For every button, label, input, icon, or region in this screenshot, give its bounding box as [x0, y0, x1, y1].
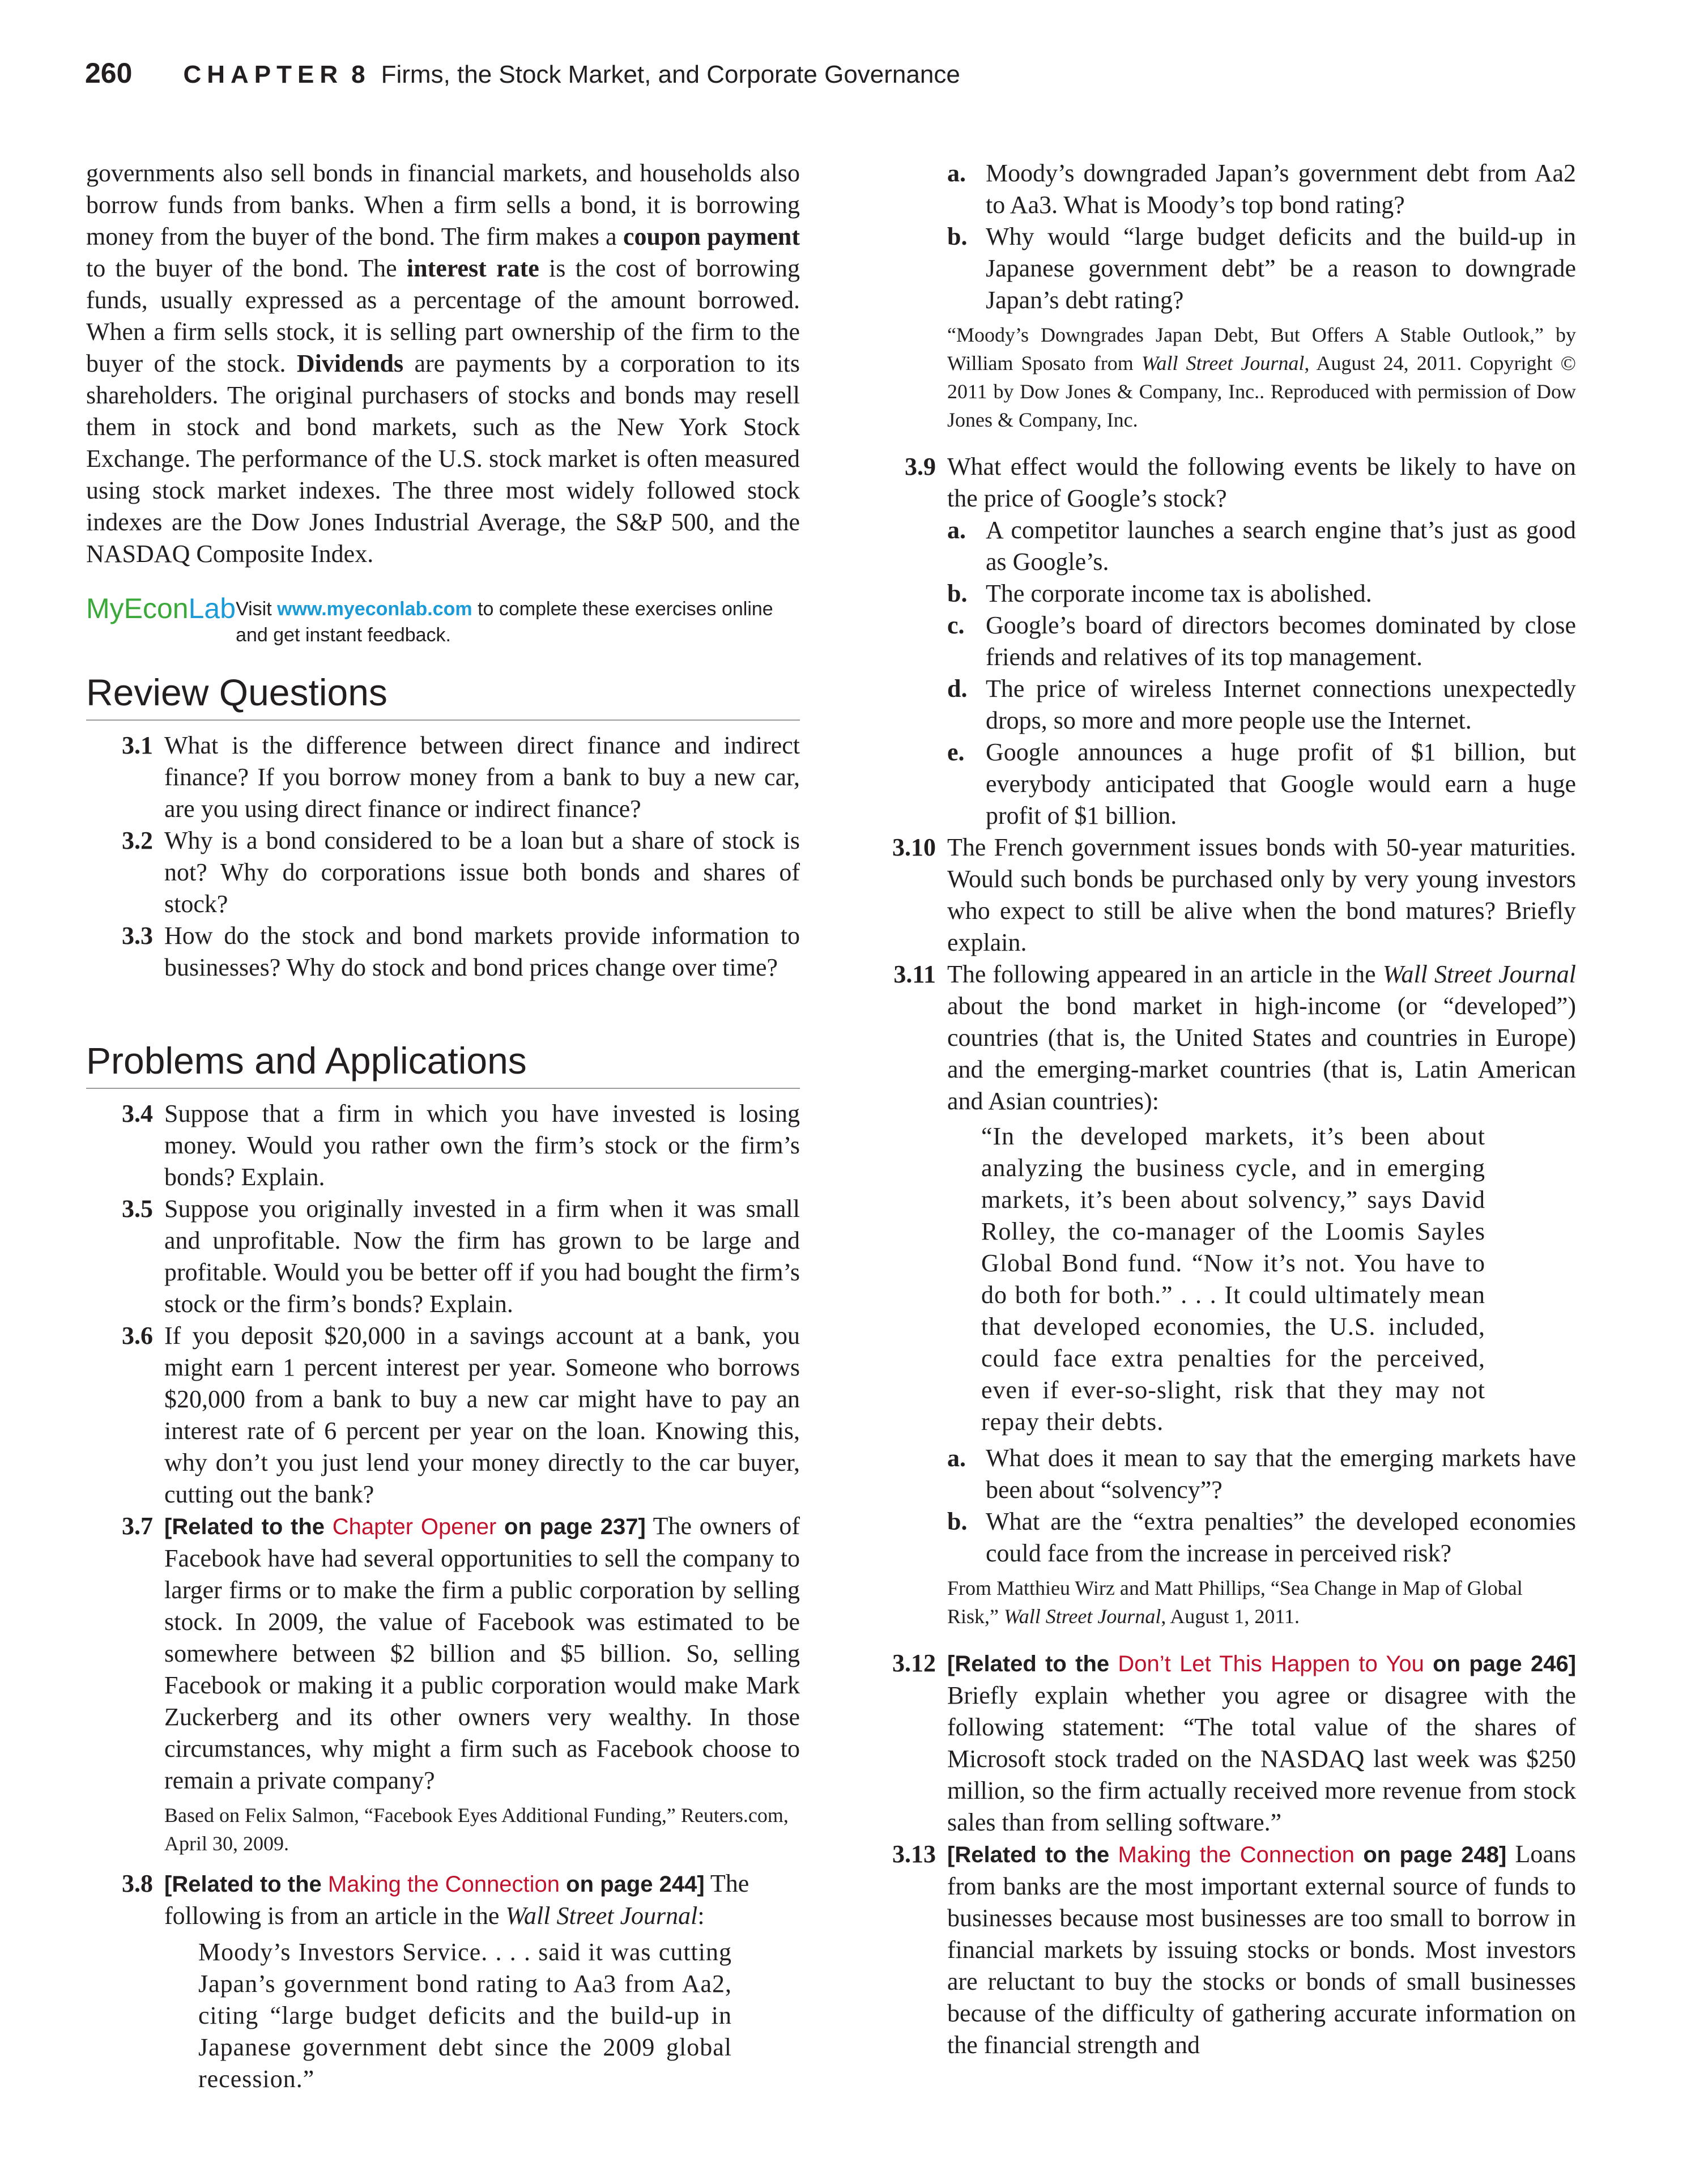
chapter-title: Firms, the Stock Market, and Corporate Governance [381, 61, 960, 88]
chapter-label: CHAPTER [183, 61, 344, 88]
myeconlab-logo: MyEconLab [86, 593, 236, 624]
making-connection-link[interactable]: Making the Connection [1118, 1842, 1355, 1867]
intro-paragraph: governments also sell bonds in financial markets, and households also borrow funds from banks. When a firm sells a bond, it is borrowing money from the buyer of the bond. The firm makes a coupon payment to the buyer of the bond. The interest rate is the cost of borrowing funds, usually expressed as a percentage of the amount borrowed. When a firm sells stock, it is selling part ownership of the firm to the buyer of the stock. Dividends are payments by a corporation to its shareholders. The original purchasers of stocks and bonds may resell them in stock and bond markets, such as the New York Stock Exchange. The performance of the U.S. stock market is often measured using stock market indexes. The three most widely followed stock indexes are the Dow Jones Industrial Average, the S&P 500, and the NASDAQ Composite Index. [86, 159, 800, 568]
subpart-c: c. Google’s board of directors becomes dominated by close friends and relatives of its top management. [947, 611, 1576, 671]
question-3-5: 3.5 Suppose you originally invested in a firm when it was small and unprofitable. Now the firm has grown to be large and profitable. Would you be better off if you had bought the firm’s stock or the firm’s bonds? Explain. [122, 1195, 800, 1318]
page-number: 260 [85, 57, 133, 89]
question-3-7: 3.7 [Related to the Chapter Opener on page 237] The owners of Facebook have had several opportunities to sell the company to larger firms or to make the firm a public corporation by selling stock. In 2009, the value of Facebook was estimated to be somewhere between $2 billion and $5 billion. So, selling Facebook or making it a public corporation would make Mark Zuckerberg and its other owners very wealthy. In those circumstances, why might a firm such as Facebook choose to remain a private company? Based on Felix Salmon, “Facebook Eyes Additional Funding,” Reuters.com, April 30, 2009. [86, 1510, 800, 1858]
question-3-4: 3.4 Suppose that a firm in which you have invested is losing money. Would you rather own the firm’s stock or the firm’s bonds? Explain. [122, 1100, 800, 1191]
myeconlab-text: Visit www.myeconlab.com to complete these exercises online and get instant feedback. [236, 598, 773, 646]
left-column [86, 157, 800, 2095]
chapter-opener-link[interactable]: Chapter Opener [332, 1514, 497, 1539]
related-tag: [Related to the Chapter Opener on page 237] [164, 1514, 646, 1539]
source-note: “Moody’s Downgrades Japan Debt, But Offers A Stable Outlook,” by William Sposato from Wall Street Journal, August 24, 2011. Copyright © 2011 by Dow Jones & Company, Inc.. Reproduced with permission of Dow Jones & Company, Inc. [947, 323, 1577, 431]
making-connection-link[interactable]: Making the Connection [327, 1872, 560, 1897]
question-3-1: 3.1 What is the difference between direct finance and indirect finance? If you borrow money from a bank to buy a new car, are you using direct finance or indirect finance? [122, 731, 800, 823]
subpart-e: e. Google announces a huge profit of $1 billion, but everybody anticipated that Google would earn a huge profit of $1 billion. [947, 738, 1576, 829]
subpart-b: b. The corporate income tax is abolished. [947, 580, 1372, 607]
subpart-b: b. Why would “large budget deficits and the build-up in Japanese government debt” be a reason to downgrade Japan’s debt rating? [947, 223, 1576, 314]
question-3-6: 3.6 If you deposit $20,000 in a savings account at a bank, you might earn 1 percent interest per year. Someone who borrows $20,000 from a bank to buy a new car might have to pay an interest rate of 6 percent per year on the loan. Knowing this, why don’t you just lend your money directly to the car buyer, cutting out the bank? [122, 1322, 800, 1508]
question-3-8-parts [947, 157, 1576, 434]
subpart-d: d. The price of wireless Internet connections unexpectedly drops, so more and more people use the Internet. [947, 675, 1576, 734]
source-note: From Matthieu Wirz and Matt Phillips, “Sea Change in Map of Global Risk,” Wall Street Journal, August 1, 2011. [947, 1577, 1523, 1628]
dont-let-this-happen-link[interactable]: Don’t Let This Happen to You [1118, 1651, 1424, 1676]
chapter-number: 8 [351, 61, 365, 88]
subpart-a: a. Moody’s downgraded Japan’s government debt from Aa2 to Aa3. What is Moody’s top bond rating? [947, 159, 1576, 219]
question-3-13: 3.13 [Related to the Making the Connection on page 248] Loans from banks are the most important external source of funds to businesses because most businesses are too small to borrow in financial markets by issuing stocks or bonds. Most investors are reluctant to buy the stocks or bonds of small businesses because of the difficulty of gathering accurate information on the financial strength and [892, 1840, 1577, 2059]
block-quote: Moody’s Investors Service. . . . said it was cutting Japan’s government bond rating to Aa3 from Aa2, citing “large budget deficits and the build-up in Japanese government debt since the 2009 global recession.” [198, 1938, 732, 2093]
review-questions-heading: Review Questions [86, 670, 800, 721]
problems-heading: Problems and Applications [86, 1038, 800, 1089]
myeconlab-link[interactable]: www.myeconlab.com [277, 598, 472, 620]
related-tag: [Related to the Don’t Let This Happen to You on page 246] [947, 1651, 1577, 1676]
subpart-a: a. A competitor launches a search engine that’s just as good as Google’s. [947, 516, 1576, 576]
question-3-8: 3.8 [Related to the Making the Connection on page 244] The following is from an article in the Wall Street Journal: Moody’s Investors Service. . . . said it was cutting Japan’s government bond rating to Aa3 from Aa2, citing “large budget deficits and the build-up in Japanese government debt since the 2009 global recession.” [86, 1868, 800, 2095]
running-header [85, 57, 960, 102]
question-3-9: 3.9 What effect would the following events be likely to have on the price of Google’s stock? a. A competitor launches a search engine that’s just as good as Google’s. b. The corporate income tax is abolished. c. Google’s board of directors becomes dominated by close friends and relatives of its top management. d. The price of wireless Internet connections unexpectedly drops, so more and more people use the Internet. e. Google announces a huge profit of $1 billion, but everybody anticipated that Google would earn a huge profit of $1 billion. [884, 451, 1576, 832]
question-3-3: 3.3 How do the stock and bond markets provide information to businesses? Why do stock and bond prices change over time? [122, 922, 800, 981]
block-quote: “In the developed markets, it’s been about analyzing the business cycle, and in emerging markets, it’s been about solvency,” says David Rolley, the co-manager of the Loomis Sayles Global Bond fund. “Now it’s not. You have to do both for both.” . . . It could ultimately mean that developed economies, the U.S. included, could face extra penalties for the perceived, even if ever-so-slight, risk that they may not repay their debts. [981, 1122, 1485, 1436]
question-3-2: 3.2 Why is a bond considered to be a loan but a share of stock is not? Why do corporations issue both bonds and shares of stock? [122, 827, 800, 918]
related-tag: [Related to the Making the Connection on page 244] [164, 1872, 705, 1897]
myeconlab-callout [86, 593, 800, 655]
question-3-11: 3.11 The following appeared in an article in the Wall Street Journal about the bond market in high-income (or “developed”) countries (that is, the United States and countries in Europe) and the emerging-market countries (that is, Latin American and Asian countries): “In the developed markets, it’s been about analyzing the business cycle, and in emerging markets, it’s been about solvency,” says David Rolley, the co-manager of the Loomis Sayles Global Bond fund. “Now it’s not. You have to do both for both.” . . . It could ultimately mean that developed economies, the U.S. included, could face extra penalties for the perceived, even if ever-so-slight, risk that they may not repay their debts. a. What does it mean to say that the emerging markets have been about “solvency”? b. What are the “extra penalties” the developed economies could face from the increase in perceived risk? From Matthieu Wirz and Matt Phillips, “Sea Change in Map of Global Risk,” Wall Street Journal, August 1, 2011. [884, 959, 1576, 1630]
source-note: Based on Felix Salmon, “Facebook Eyes Additional Funding,” Reuters.com, April 30, 2009. [164, 1804, 789, 1855]
right-column [884, 157, 1576, 2061]
question-3-12: 3.12 [Related to the Don’t Let This Happen to You on page 246] Briefly explain whether you agree or disagree with the following statement: “The total value of the shares of Microsoft stock traded on the NASDAQ last week was $250 million, so the firm actually received more revenue from stock sales than from selling software.” [892, 1649, 1577, 1836]
question-3-10: 3.10 The French government issues bonds with 50-year maturities. Would such bonds be purchased only by very young investors who expect to still be alive when the bond matures? Briefly explain. [892, 833, 1576, 956]
subpart-b: b. What are the “extra penalties” the developed economies could face from the increase in perceived risk? [947, 1508, 1576, 1567]
related-tag: [Related to the Making the Connection on page 248] [947, 1842, 1507, 1867]
subpart-a: a. What does it mean to say that the emerging markets have been about “solvency”? [947, 1444, 1576, 1504]
